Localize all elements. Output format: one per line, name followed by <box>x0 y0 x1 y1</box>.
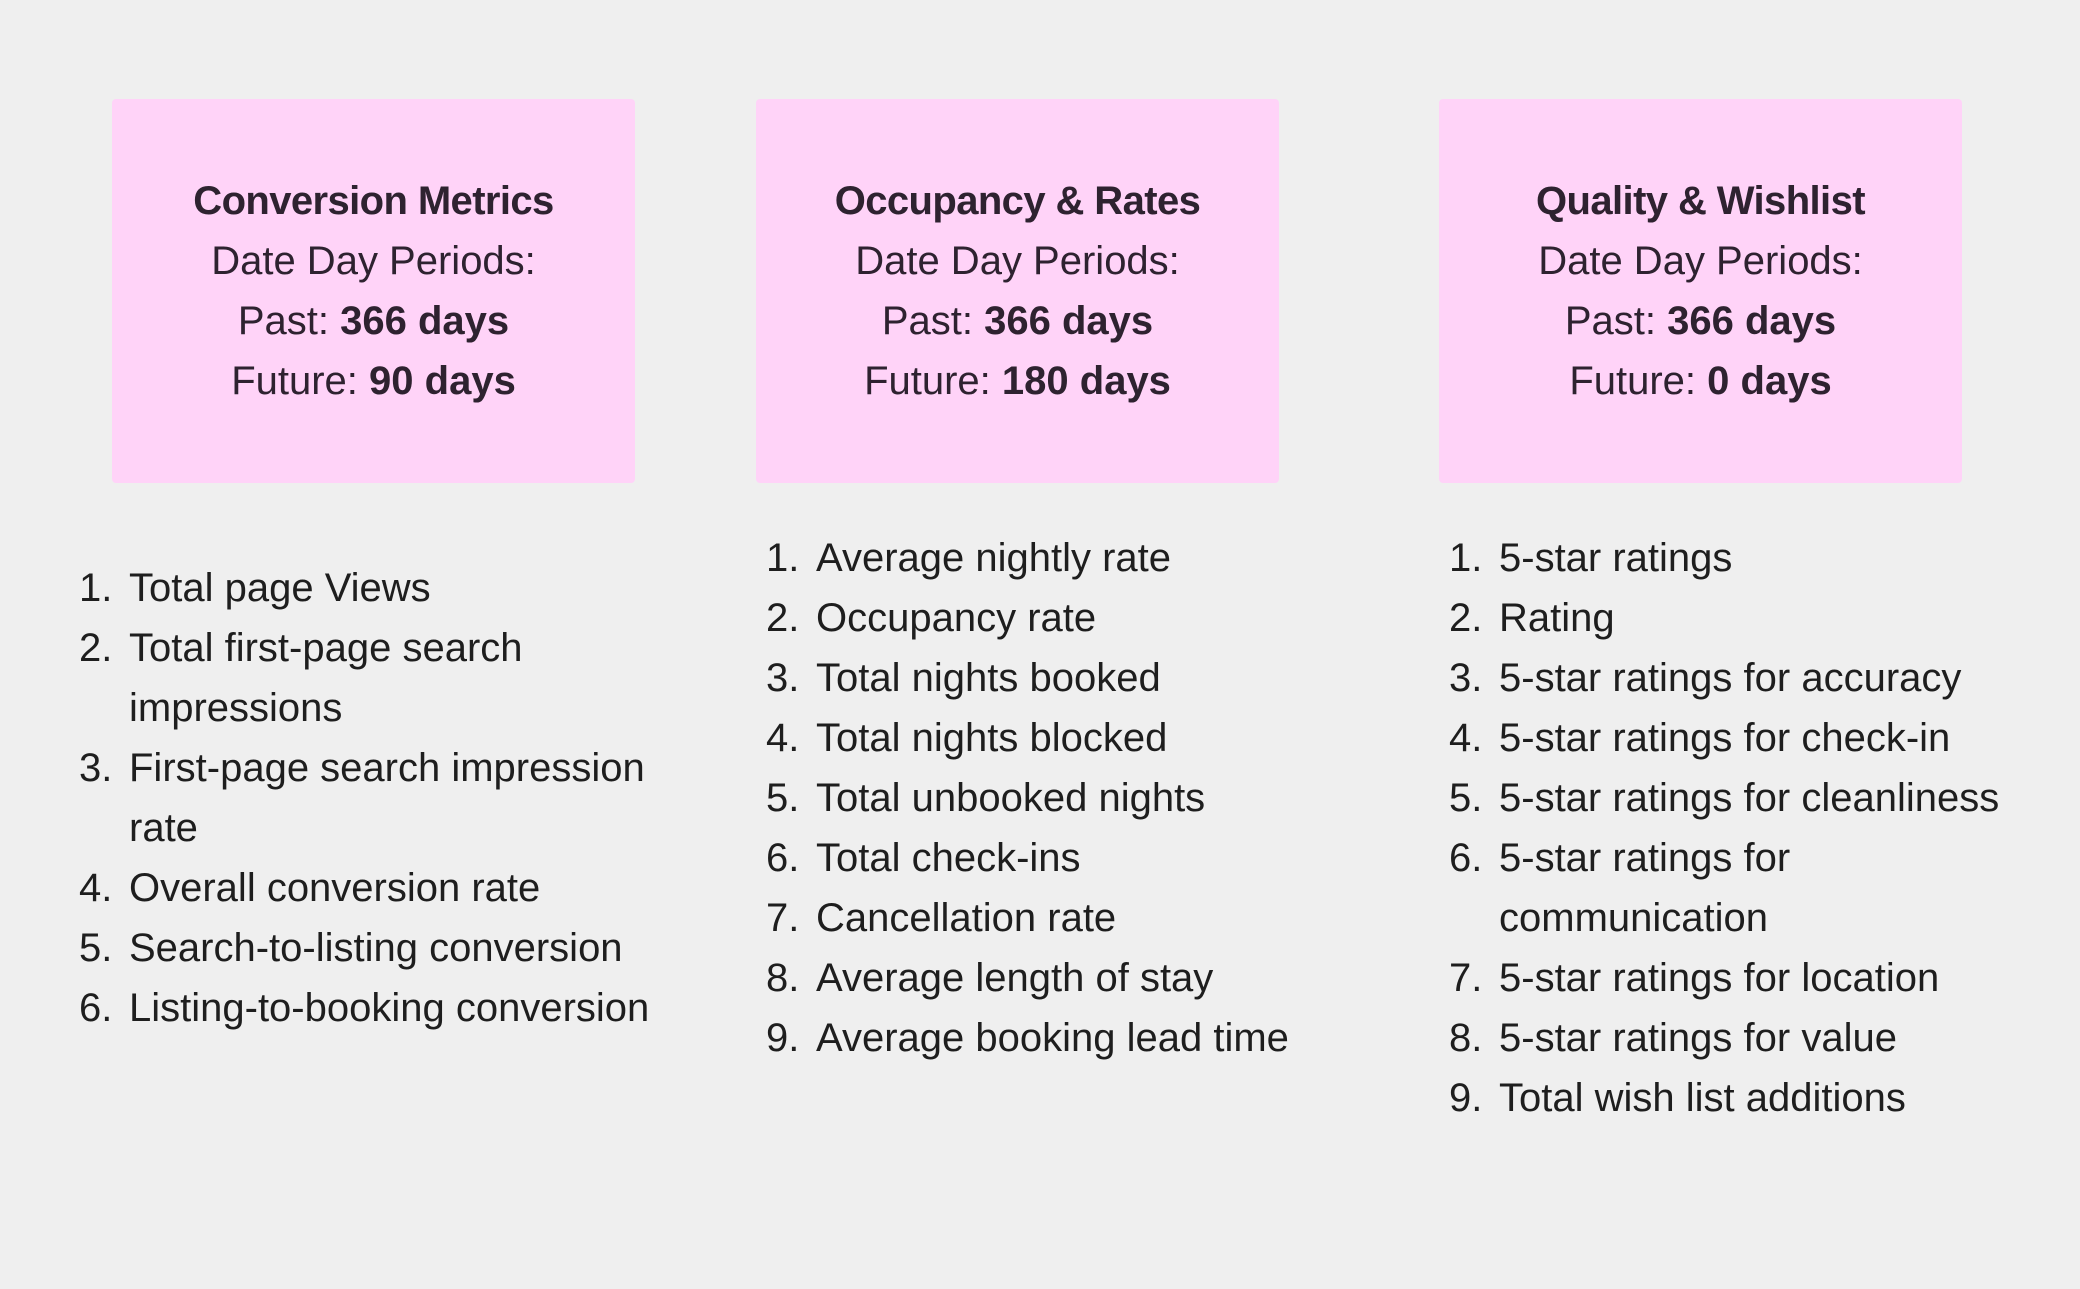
past-value: 366 days <box>984 299 1154 343</box>
list-item-text: 5-star ratings for location <box>1499 956 1940 1000</box>
future-period <box>864 351 1171 411</box>
date-day-periods-label: Date Day Periods: <box>855 239 1180 283</box>
list-number: 4. <box>1449 716 1483 760</box>
list-item <box>79 558 719 618</box>
list-item-text: Search-to-listing conversion <box>129 926 623 970</box>
list-number: 5. <box>766 776 800 820</box>
list-item-text: Average length of stay <box>816 956 1214 1000</box>
list-item-text: 5-star ratings for communication <box>1499 836 1791 940</box>
list-item-text: Listing-to-booking conversion <box>129 986 650 1030</box>
past-label: Past: <box>237 299 341 343</box>
date-day-periods-label: Date Day Periods: <box>211 239 536 283</box>
list-item-text: 5-star ratings for cleanliness <box>1499 776 2000 820</box>
list-item <box>1449 768 2009 828</box>
past-value: 366 days <box>340 299 510 343</box>
list-number: 9. <box>1449 1076 1483 1120</box>
list-item <box>766 948 1366 1008</box>
list-item <box>766 1008 1366 1068</box>
list-item-text: 5-star ratings for accuracy <box>1499 656 1962 700</box>
list-item-text: 5-star ratings <box>1499 536 1733 580</box>
past-label: Past: <box>881 299 985 343</box>
past-period <box>1565 291 1836 351</box>
list-item <box>1449 1068 2009 1128</box>
future-label: Future: <box>231 359 370 403</box>
list-item <box>79 738 719 858</box>
list-number: 5. <box>79 926 113 970</box>
future-label: Future: <box>1569 359 1708 403</box>
future-value: 0 days <box>1707 359 1832 403</box>
list-item-text: Rating <box>1499 596 1615 640</box>
list-item-text: Total unbooked nights <box>816 776 1206 820</box>
list-number: 8. <box>1449 1016 1483 1060</box>
future-label: Future: <box>864 359 1002 403</box>
list-item-text: Average booking lead time <box>816 1016 1289 1060</box>
list-number: 1. <box>766 536 800 580</box>
list-item <box>766 588 1366 648</box>
list-item-text: Average nightly rate <box>816 536 1172 580</box>
list-item-text: 5-star ratings for check-in <box>1499 716 1951 760</box>
future-period <box>231 351 516 411</box>
occupancy-rates-list <box>766 528 1366 1068</box>
list-number: 8. <box>766 956 800 1000</box>
list-number: 4. <box>766 716 800 760</box>
occupancy-rates-card <box>756 99 1279 483</box>
list-item-text: Cancellation rate <box>816 896 1117 940</box>
list-item <box>1449 948 2009 1008</box>
list-item-text: Total nights blocked <box>816 716 1168 760</box>
list-number: 2. <box>1449 596 1483 640</box>
quality-wishlist-card <box>1439 99 1962 483</box>
card-title: Conversion Metrics <box>193 179 554 223</box>
list-number: 9. <box>766 1016 800 1060</box>
list-item <box>766 708 1366 768</box>
list-number: 4. <box>79 866 113 910</box>
list-number: 1. <box>1449 536 1483 580</box>
conversion-metrics-list <box>79 558 719 1038</box>
list-number: 5. <box>1449 776 1483 820</box>
list-item-text: Total check-ins <box>816 836 1081 880</box>
conversion-metrics-card <box>112 99 635 483</box>
list-item <box>766 528 1366 588</box>
list-item <box>1449 708 2009 768</box>
list-item-text: Total first-page search impressions <box>129 626 523 730</box>
list-item <box>766 828 1366 888</box>
list-number: 2. <box>766 596 800 640</box>
list-item-text: Total wish list additions <box>1499 1076 1906 1120</box>
list-item <box>1449 828 2009 948</box>
list-number: 1. <box>79 566 113 610</box>
list-item <box>79 918 719 978</box>
list-number: 7. <box>766 896 800 940</box>
list-item-text: Total nights booked <box>816 656 1161 700</box>
list-item-text: 5-star ratings for value <box>1499 1016 1897 1060</box>
list-item-text: Total page Views <box>129 566 431 610</box>
list-number: 6. <box>79 986 113 1030</box>
list-number: 6. <box>766 836 800 880</box>
list-item <box>1449 1008 2009 1068</box>
quality-wishlist-list <box>1449 528 2009 1128</box>
list-item <box>1449 528 2009 588</box>
list-item-text: Occupancy rate <box>816 596 1097 640</box>
list-number: 7. <box>1449 956 1483 1000</box>
list-item <box>79 858 719 918</box>
date-day-periods-label: Date Day Periods: <box>1538 239 1863 283</box>
past-value: 366 days <box>1667 299 1837 343</box>
past-period <box>882 291 1153 351</box>
list-item <box>766 888 1366 948</box>
card-title: Quality & Wishlist <box>1536 179 1865 223</box>
list-number: 6. <box>1449 836 1483 880</box>
past-period <box>238 291 509 351</box>
past-label: Past: <box>1564 299 1668 343</box>
list-item <box>1449 588 2009 648</box>
card-title: Occupancy & Rates <box>834 179 1201 223</box>
list-item <box>766 648 1366 708</box>
future-value: 180 days <box>1001 359 1171 403</box>
list-item <box>1449 648 2009 708</box>
list-number: 2. <box>79 626 113 670</box>
future-value: 90 days <box>369 359 516 403</box>
list-item <box>79 618 719 738</box>
list-number: 3. <box>79 746 113 790</box>
list-item <box>79 978 719 1038</box>
list-item-text: First-page search impression rate <box>129 746 645 850</box>
future-period <box>1569 351 1831 411</box>
list-item <box>766 768 1366 828</box>
list-item-text: Overall conversion rate <box>129 866 541 910</box>
list-number: 3. <box>766 656 800 700</box>
list-number: 3. <box>1449 656 1483 700</box>
